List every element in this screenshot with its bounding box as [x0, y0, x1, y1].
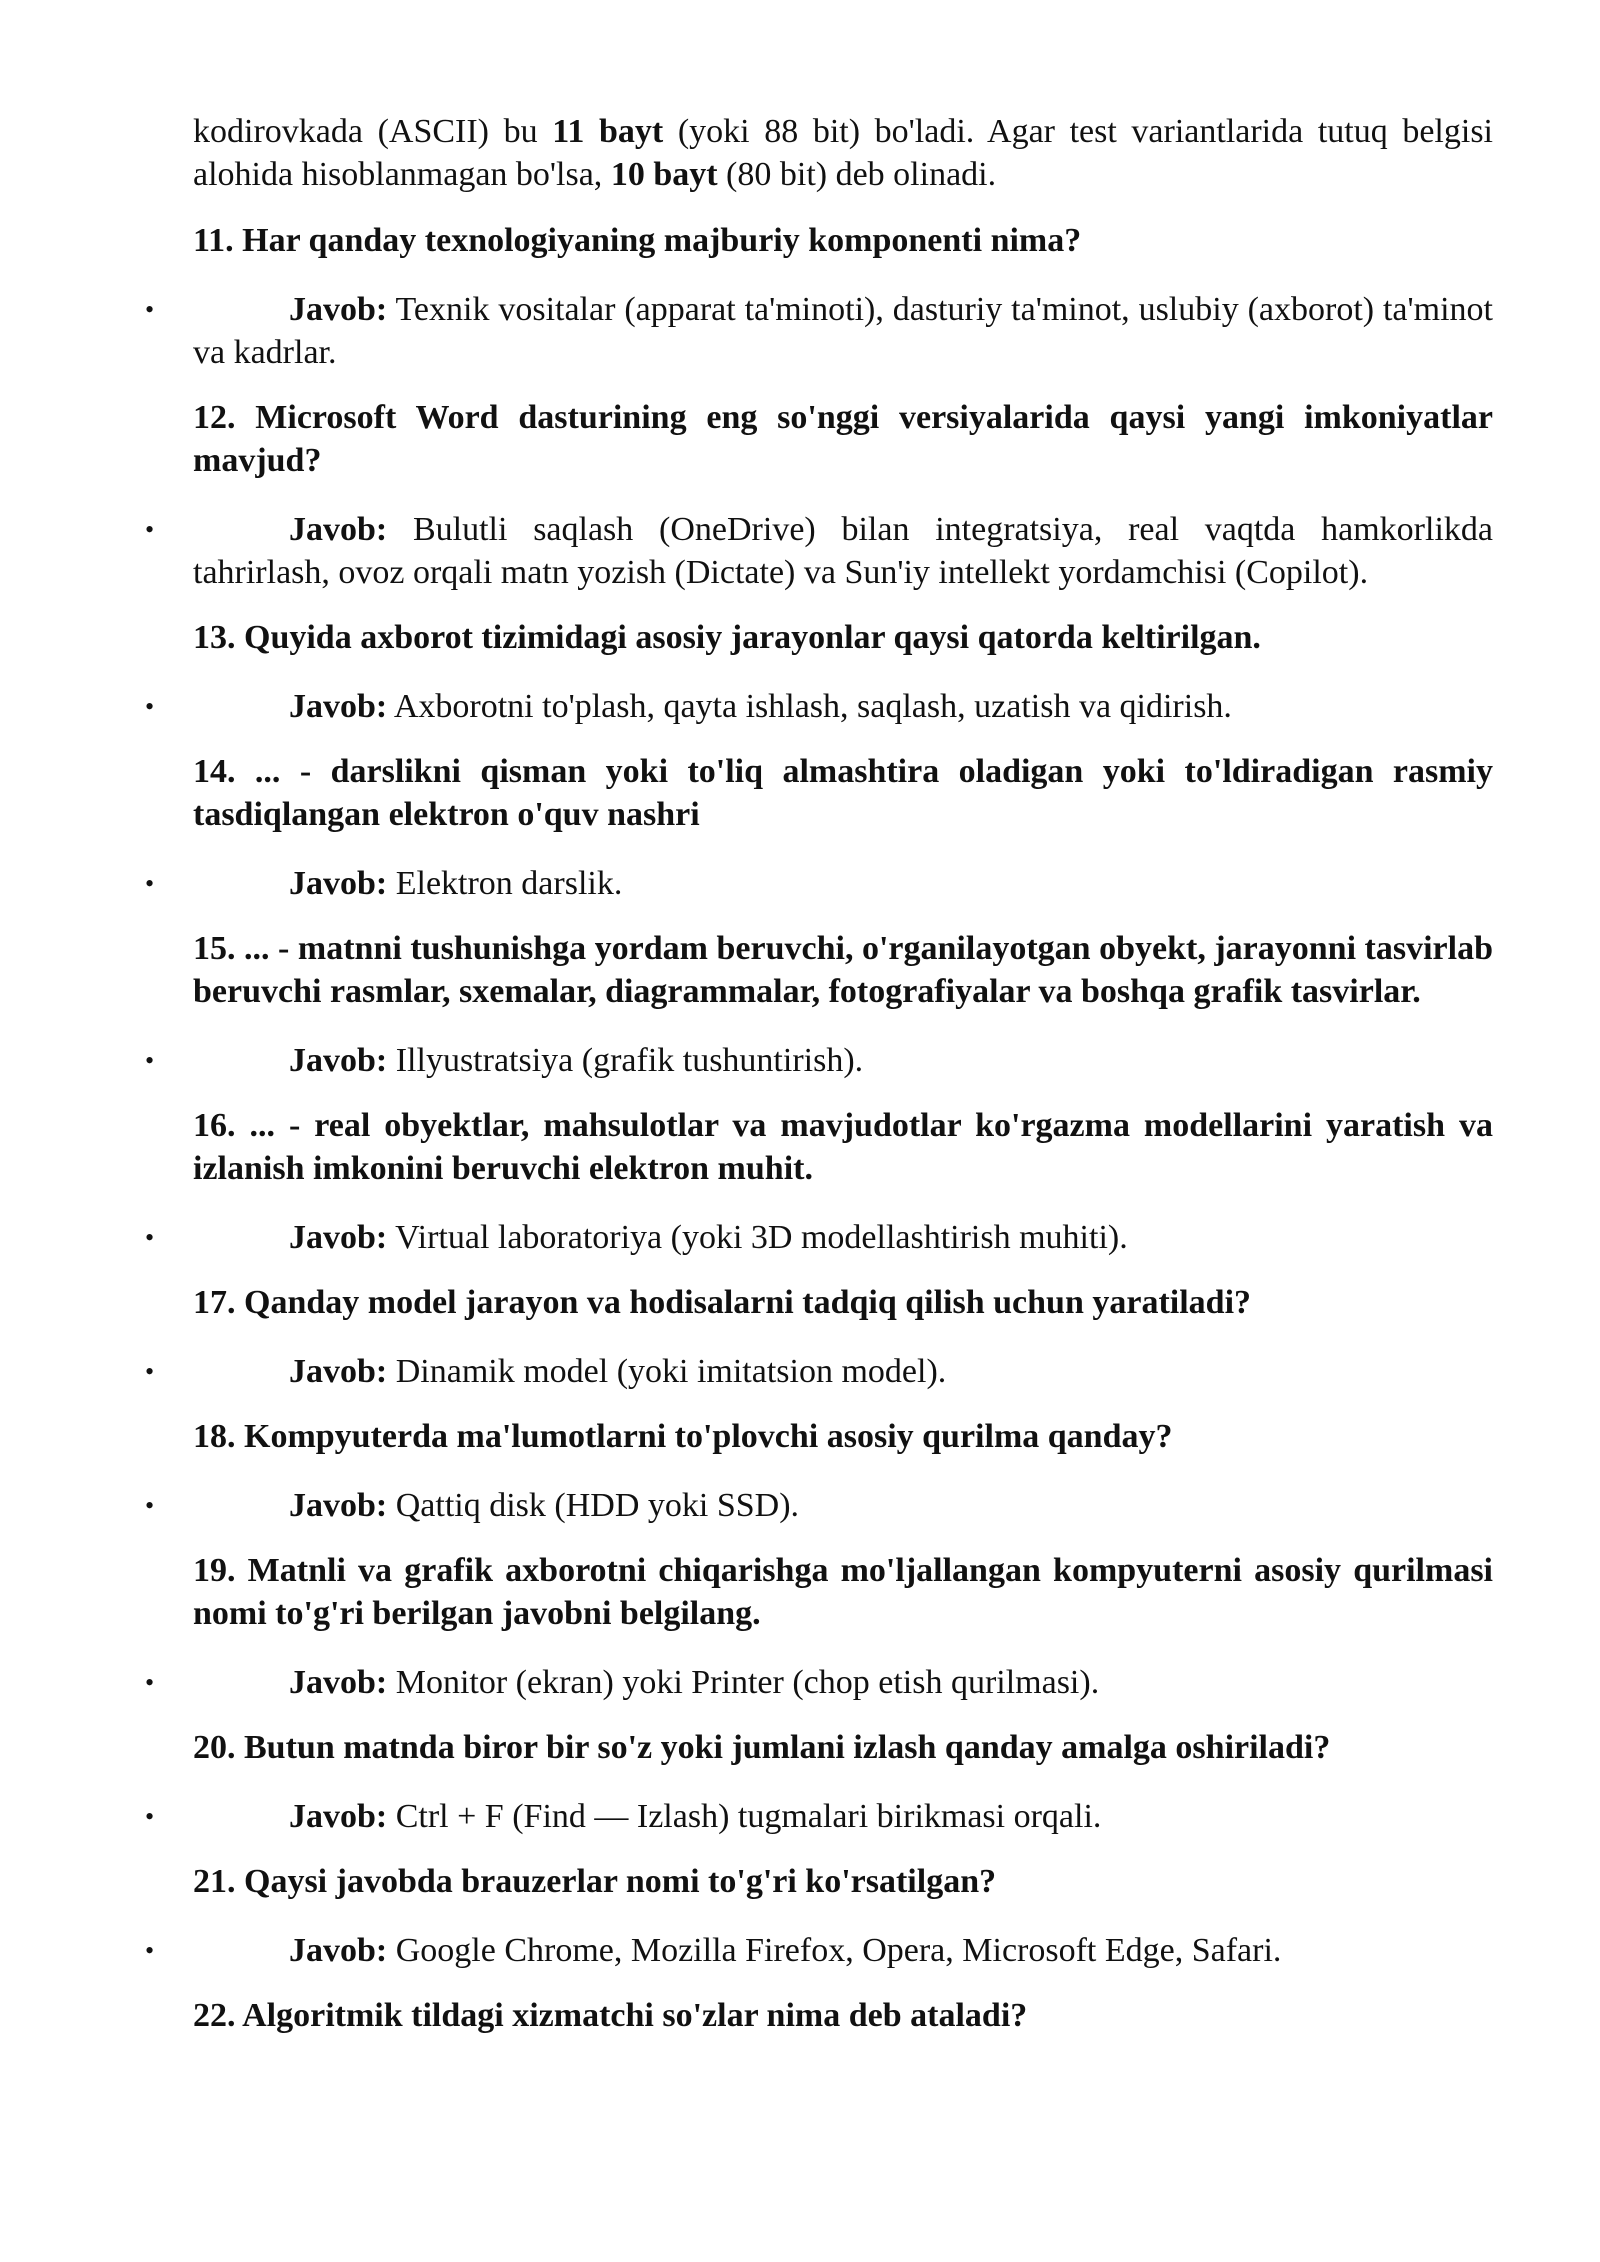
bullet-icon: •	[145, 869, 155, 898]
question: 12. Microsoft Word dasturining eng so'nggi versiyalarida qaysi yangi imkoniyatlar mavjud?	[193, 399, 1493, 479]
bullet-icon: •	[145, 692, 155, 721]
answer-label: Javob:	[289, 1219, 388, 1256]
bullet-icon: •	[145, 295, 155, 324]
intro-paragraph	[193, 110, 1493, 196]
answer-label: Javob:	[289, 1664, 388, 1701]
answer-label: Javob:	[289, 865, 388, 902]
bullet-icon: •	[145, 1802, 155, 1831]
question: 18. Kompyuterda ma'lumotlarni to'plovchi asosiy qurilma qanday?	[193, 1418, 1173, 1455]
bullet-icon: •	[145, 1491, 155, 1520]
bullet-icon: •	[145, 1223, 155, 1252]
answer	[145, 862, 1493, 905]
answer	[145, 1484, 1493, 1527]
question: 20. Butun matnda biror bir so'z yoki jumlani izlash qanday amalga oshiriladi?	[193, 1729, 1331, 1766]
question: 13. Quyida axborot tizimidagi asosiy jarayonlar qaysi qatorda keltirilgan.	[193, 619, 1261, 656]
answer-label: Javob:	[289, 1487, 388, 1524]
document-body	[145, 110, 1494, 2063]
answer	[145, 685, 1493, 728]
answer-text: Ctrl + F (Find — Izlash) tugmalari birikmasi orqali.	[387, 1798, 1102, 1835]
answer-label: Javob:	[289, 1932, 388, 1969]
answer-text: Dinamik model (yoki imitatsion model).	[387, 1353, 947, 1390]
intro-text: (yoki 88 bit) bo'ladi. Agar test variantlarida tutuq belgisi alohida hisoblanmagan bo'lsa,	[193, 113, 1494, 193]
bullet-icon: •	[145, 1668, 155, 1697]
answer-label: Javob:	[289, 511, 388, 548]
answer	[145, 1216, 1493, 1259]
answer-label: Javob:	[289, 1798, 388, 1835]
answer	[145, 1929, 1493, 1972]
answer-text: Illyustratsiya (grafik tushuntirish).	[387, 1042, 864, 1079]
answer-text: Google Chrome, Mozilla Firefox, Opera, Microsoft Edge, Safari.	[387, 1932, 1282, 1969]
bullet-icon: •	[145, 1936, 155, 1965]
question: 15. ... - matnni tushunishga yordam beruvchi, o'rganilayotgan obyekt, jarayonni tasvirlab beruvchi rasmlar, sxemalar, diagrammalar, fotografiyalar va boshqa grafik tasvirlar.	[193, 930, 1493, 1010]
final-question: 22. Algoritmik tildagi xizmatchi so'zlar nima deb ataladi?	[193, 1997, 1028, 2034]
answer-text: Monitor (ekran) yoki Printer (chop etish qurilmasi).	[387, 1664, 1100, 1701]
answer-text: Qattiq disk (HDD yoki SSD).	[387, 1487, 800, 1524]
question: 11. Har qanday texnologiyaning majburiy komponenti nima?	[193, 222, 1082, 259]
answer-label: Javob:	[289, 291, 388, 328]
answer-label: Javob:	[289, 688, 388, 725]
answer-text: Axborotni to'plash, qayta ishlash, saqlash, uzatish va qidirish.	[387, 688, 1232, 725]
question: 16. ... - real obyektlar, mahsulotlar va mavjudotlar ko'rgazma modellarini yaratish va izlanish imkonini beruvchi elektron muhit.	[193, 1107, 1493, 1187]
intro-text: kodirovkada (ASCII) bu	[193, 113, 553, 150]
answer-text: Virtual laboratoriya (yoki 3D modellashtirish muhiti).	[387, 1219, 1128, 1256]
answer	[145, 1039, 1493, 1082]
answer-text: Bulutli saqlash (OneDrive) bilan integratsiya, real vaqtda hamkorlikda tahrirlash, ovoz orqali matn yozish (Dictate) va Sun'iy intellekt yordamchisi (Copilot).	[193, 511, 1493, 591]
question: 19. Matnli va grafik axborotni chiqarishga mo'ljallangan kompyuterni asosiy qurilmasi nomi to'g'ri berilgan javobni belgilang.	[193, 1552, 1493, 1632]
intro-bold-value: 11 bayt	[552, 113, 664, 150]
answer-text: Texnik vositalar (apparat ta'minoti), dasturiy ta'minot, uslubiy (axborot) ta'minot va kadrlar.	[193, 291, 1493, 371]
bullet-icon: •	[145, 1046, 155, 1075]
answer-text: Elektron darslik.	[387, 865, 623, 902]
intro-bold-value: 10 bayt	[610, 156, 718, 193]
intro-text: (80 bit) deb olinadi.	[717, 156, 997, 193]
qa-list	[145, 219, 1493, 1972]
answer	[145, 288, 1493, 374]
question: 14. ... - darslikni qisman yoki to'liq almashtira oladigan yoki to'ldiradigan rasmiy tasdiqlangan elektron o'quv nashri	[193, 753, 1493, 833]
question: 21. Qaysi javobda brauzerlar nomi to'g'ri ko'rsatilgan?	[193, 1863, 997, 1900]
answer-label: Javob:	[289, 1353, 388, 1390]
answer	[145, 1661, 1493, 1704]
bullet-icon: •	[145, 515, 155, 544]
answer	[145, 1795, 1493, 1838]
question: 17. Qanday model jarayon va hodisalarni tadqiq qilish uchun yaratiladi?	[193, 1284, 1252, 1321]
answer-label: Javob:	[289, 1042, 388, 1079]
answer	[145, 508, 1493, 594]
answer	[145, 1350, 1493, 1393]
bullet-icon: •	[145, 1357, 155, 1386]
